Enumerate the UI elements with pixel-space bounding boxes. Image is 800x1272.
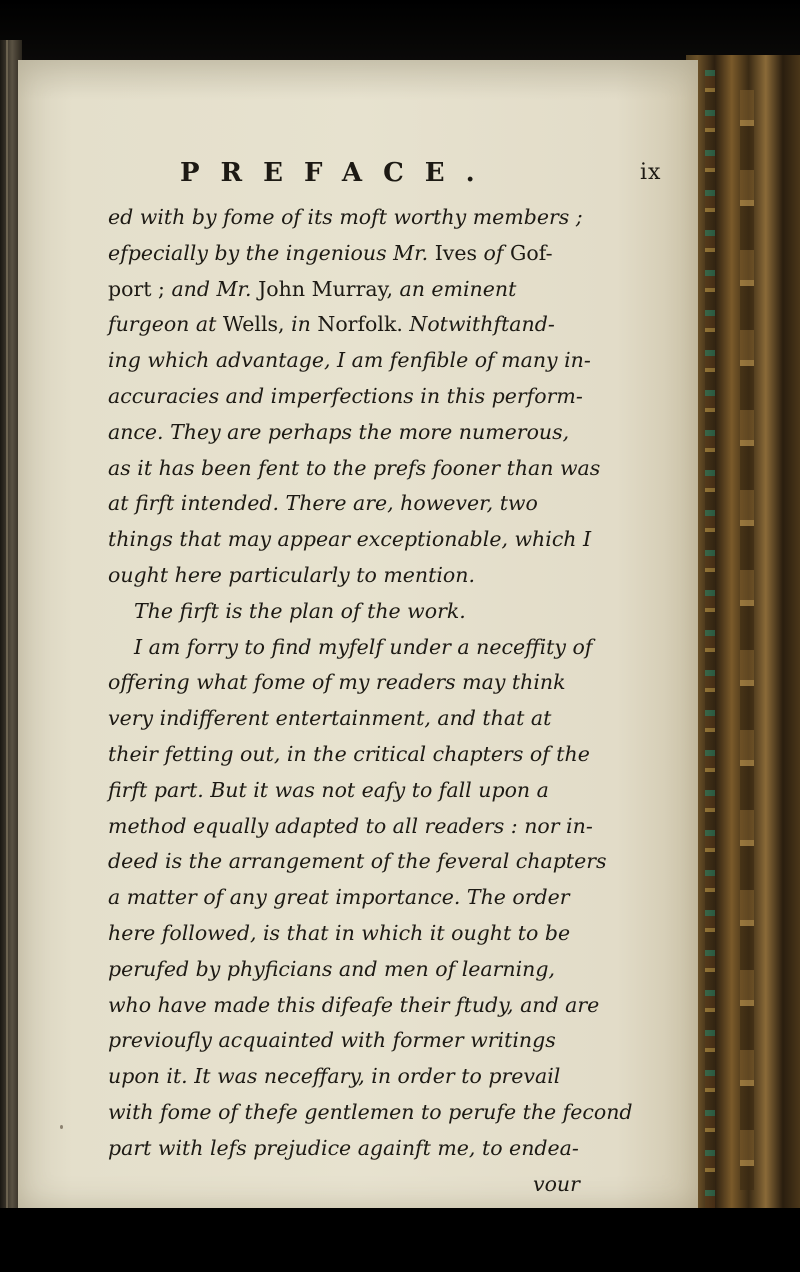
italic-text: accuracies and imperfections in this perform- — [108, 383, 583, 408]
spine-decoration-2 — [740, 90, 754, 1190]
running-head: PREFACE. — [180, 158, 496, 188]
text-line — [108, 952, 578, 988]
italic-text: very indifferent entertainment, and that at — [108, 706, 552, 731]
italic-text: ance. They are perhaps the more numerous, — [108, 419, 570, 444]
text-line — [108, 486, 578, 522]
italic-text: previoufly acquainted with former writings — [108, 1028, 556, 1053]
text-line — [108, 415, 578, 451]
text-line — [108, 701, 578, 737]
italic-text: ought here particularly to mention. — [108, 562, 475, 587]
roman-text: John Murray, — [258, 276, 393, 301]
italic-text: their fetting out, in the critical chapters of the — [108, 741, 590, 766]
text-line — [108, 522, 592, 558]
italic-text: perufed by phyficians and men of learning, — [108, 956, 556, 981]
text-line — [108, 236, 578, 272]
text-line — [108, 916, 578, 952]
italic-text: in — [284, 312, 318, 337]
italic-text: I am forry to find myfelf under a neceffity of — [134, 634, 593, 659]
text-line — [108, 451, 601, 487]
text-line — [108, 558, 578, 594]
text-line — [108, 1023, 578, 1059]
italic-text: deed is the arrangement of the feveral chapters — [108, 849, 607, 874]
body-text — [108, 200, 633, 1202]
italic-text: efpecially by the ingenious Mr. — [108, 240, 435, 265]
background-bottom — [0, 1208, 800, 1272]
text-line — [108, 844, 607, 880]
italic-text: a matter of any great importance. The order — [108, 885, 570, 910]
italic-text: things that may appear exceptionable, which I — [108, 527, 592, 552]
italic-text: and Mr. — [171, 276, 259, 301]
roman-text: port ; — [108, 276, 172, 301]
italic-text: at firft intended. There are, however, two — [108, 491, 538, 516]
italic-text: furgeon at — [108, 312, 223, 337]
italic-text: Notwithftand- — [402, 312, 555, 337]
text-line — [108, 1095, 633, 1131]
catchword: vour — [533, 1171, 580, 1196]
text-line — [108, 809, 593, 845]
italic-text: upon it. It was neceffary, in order to prevail — [108, 1064, 561, 1089]
roman-text: Ives — [434, 240, 478, 265]
text-line — [108, 379, 583, 415]
text-line — [108, 200, 583, 236]
page-number: ix — [640, 160, 662, 185]
italic-text: an eminent — [392, 276, 517, 301]
text-line — [108, 665, 578, 701]
paper-speck — [60, 1125, 63, 1129]
roman-text: Gof- — [510, 240, 553, 265]
italic-text: who have made this difeafe their ftudy, and are — [108, 992, 600, 1017]
italic-text: ed with by fome of its moft worthy members ; — [108, 205, 583, 229]
background-top — [0, 0, 800, 60]
text-line — [108, 1131, 578, 1167]
italic-text: here followed, is that in which it ought to be — [108, 920, 571, 945]
text-line — [108, 1059, 578, 1095]
italic-text: The firft is the plan of the work. — [134, 598, 466, 623]
text-line — [108, 272, 578, 308]
text-line — [108, 630, 593, 666]
text-line — [108, 880, 578, 916]
spine-decoration — [705, 70, 715, 1210]
italic-text: with fome of thefe gentlemen to perufe the fecond — [108, 1099, 633, 1124]
italic-text: method equally adapted to all readers : nor in- — [108, 813, 593, 838]
text-line — [108, 988, 600, 1024]
italic-text: of — [477, 240, 510, 265]
italic-text: ing which advantage, I am fenfible of many in- — [108, 348, 591, 373]
text-line — [108, 307, 578, 343]
text-line — [108, 594, 578, 630]
italic-text: as it has been fent to the prefs fooner than was — [108, 455, 601, 480]
roman-text: Norfolk. — [317, 312, 403, 337]
italic-text: firft part. But it was not eafy to fall upon a — [108, 777, 549, 802]
page-header — [180, 158, 700, 198]
roman-text: Wells, — [222, 312, 285, 337]
text-line — [108, 737, 590, 773]
italic-text: part with lefs prejudice againft me, to endea- — [108, 1135, 579, 1160]
text-line — [108, 343, 591, 379]
text-line — [108, 773, 578, 809]
italic-text: offering what fome of my readers may think — [108, 670, 566, 695]
